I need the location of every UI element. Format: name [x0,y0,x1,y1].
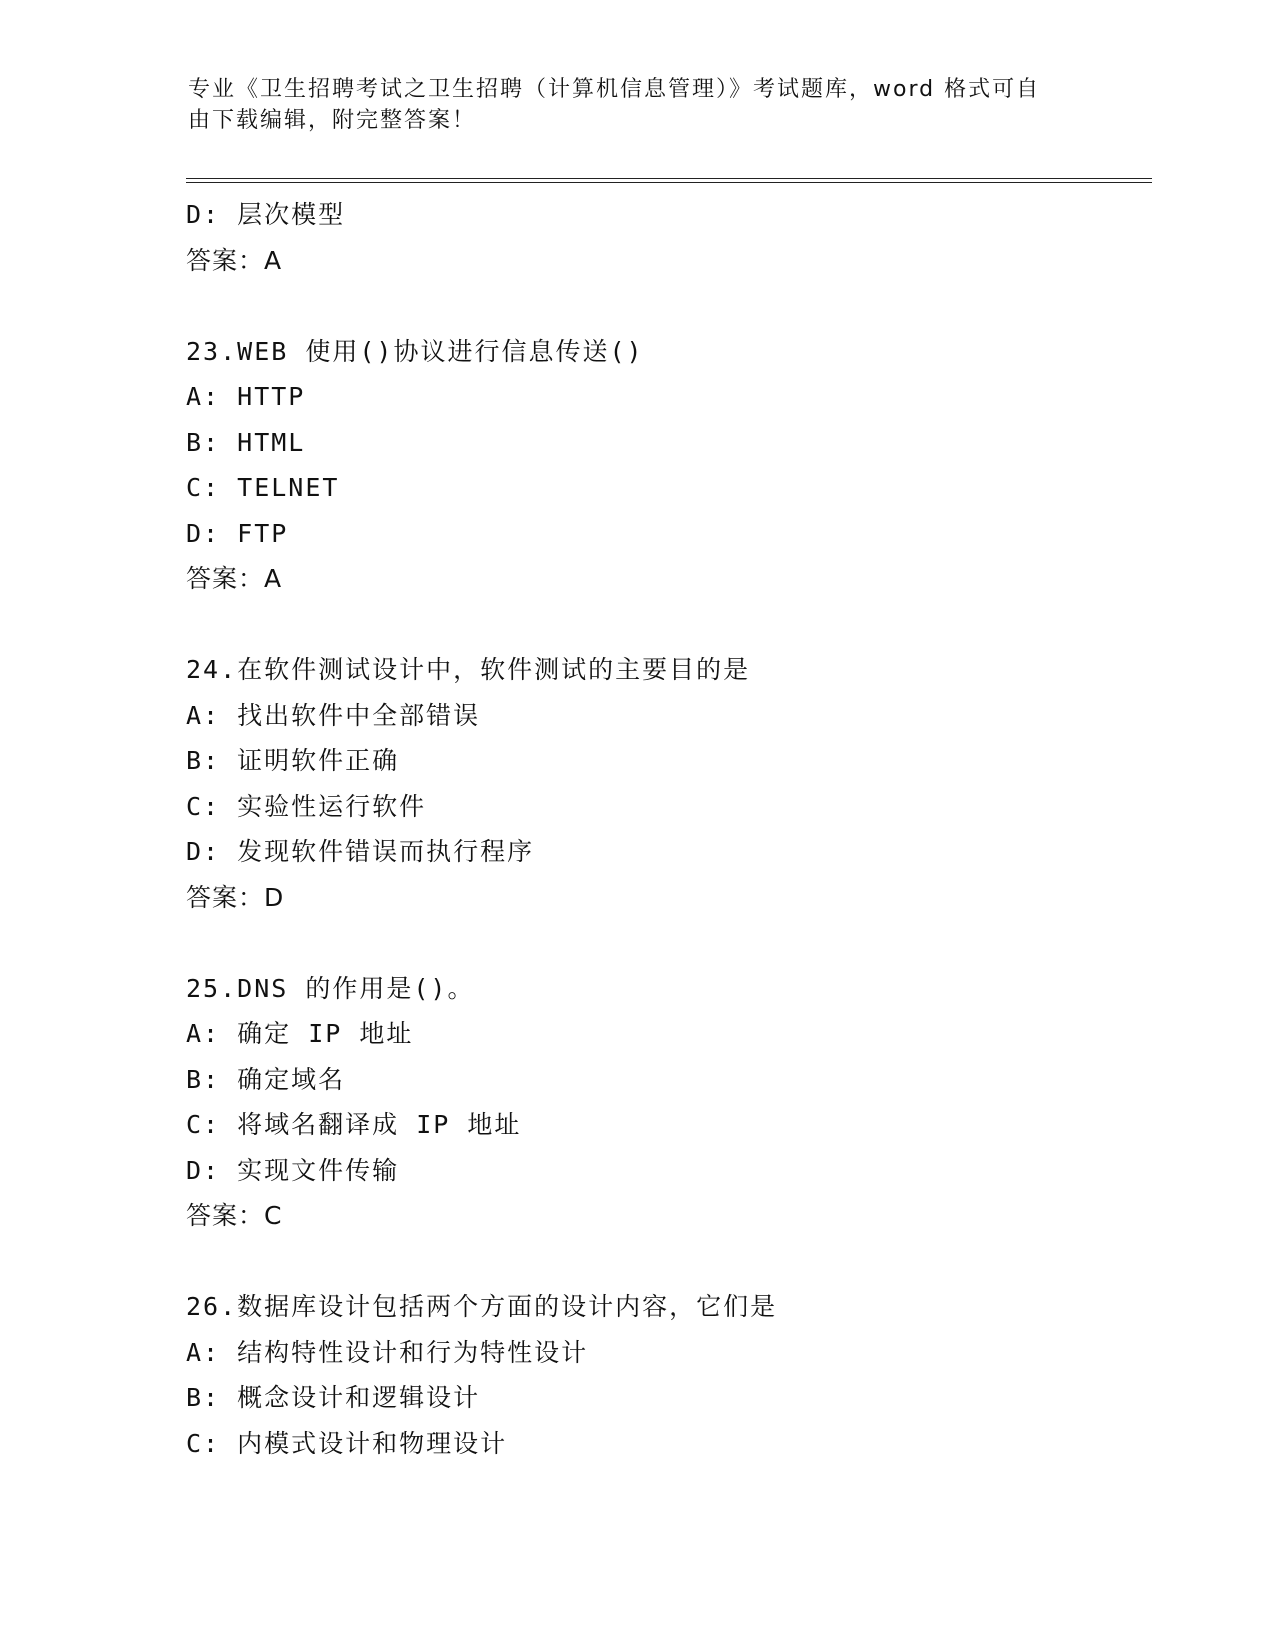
header-line-2: 由下载编辑，附完整答案！ [188,108,477,133]
answer: 答案：A [186,564,283,593]
option-c: C: TELNET [186,473,340,502]
question-24 [186,647,1146,920]
header-line-1: 专业《卫生招聘考试之卫生招聘（计算机信息管理）》考试题库，word 格式可自 [188,77,1041,102]
option-d: D: 发现软件错误而执行程序 [186,837,535,866]
spacer [186,283,1146,329]
option-a: A: 结构特性设计和行为特性设计 [186,1337,589,1367]
option-a: A: HTTP [186,382,306,411]
header-divider [186,178,1152,183]
document-header [188,74,1068,136]
spacer [186,1239,1146,1285]
answer: 答案：C [186,1201,283,1230]
option-a: A: 找出软件中全部错误 [186,700,481,730]
question-title: 26.数据库设计包括两个方面的设计内容，它们是 [186,1292,778,1321]
option-d: D: 层次模型 [186,200,346,229]
question-title: 23.WEB 使用()协议进行信息传送() [186,336,644,366]
question-23 [186,329,1146,602]
option-c: C: 将域名翻译成 IP 地址 [186,1110,522,1139]
spacer [186,920,1146,966]
spacer [186,602,1146,648]
question-25 [186,966,1146,1239]
option-c: C: 实验性运行软件 [186,791,427,821]
question-22-tail [186,192,1146,283]
option-a: A: 确定 IP 地址 [186,1019,414,1048]
option-d: D: 实现文件传输 [186,1155,400,1185]
question-title: 25.DNS 的作用是()。 [186,973,475,1003]
answer: 答案：D [186,882,285,912]
option-b: B: HTML [186,427,306,457]
option-d: D: FTP [186,518,289,548]
option-b: B: 证明软件正确 [186,746,400,775]
question-list [186,192,1146,1466]
option-c: C: 内模式设计和物理设计 [186,1428,508,1458]
option-b: B: 概念设计和逻辑设计 [186,1383,481,1412]
question-title: 24.在软件测试设计中，软件测试的主要目的是 [186,655,751,684]
answer: 答案：A [186,245,283,275]
option-b: B: 确定域名 [186,1064,346,1094]
question-26 [186,1284,1146,1466]
